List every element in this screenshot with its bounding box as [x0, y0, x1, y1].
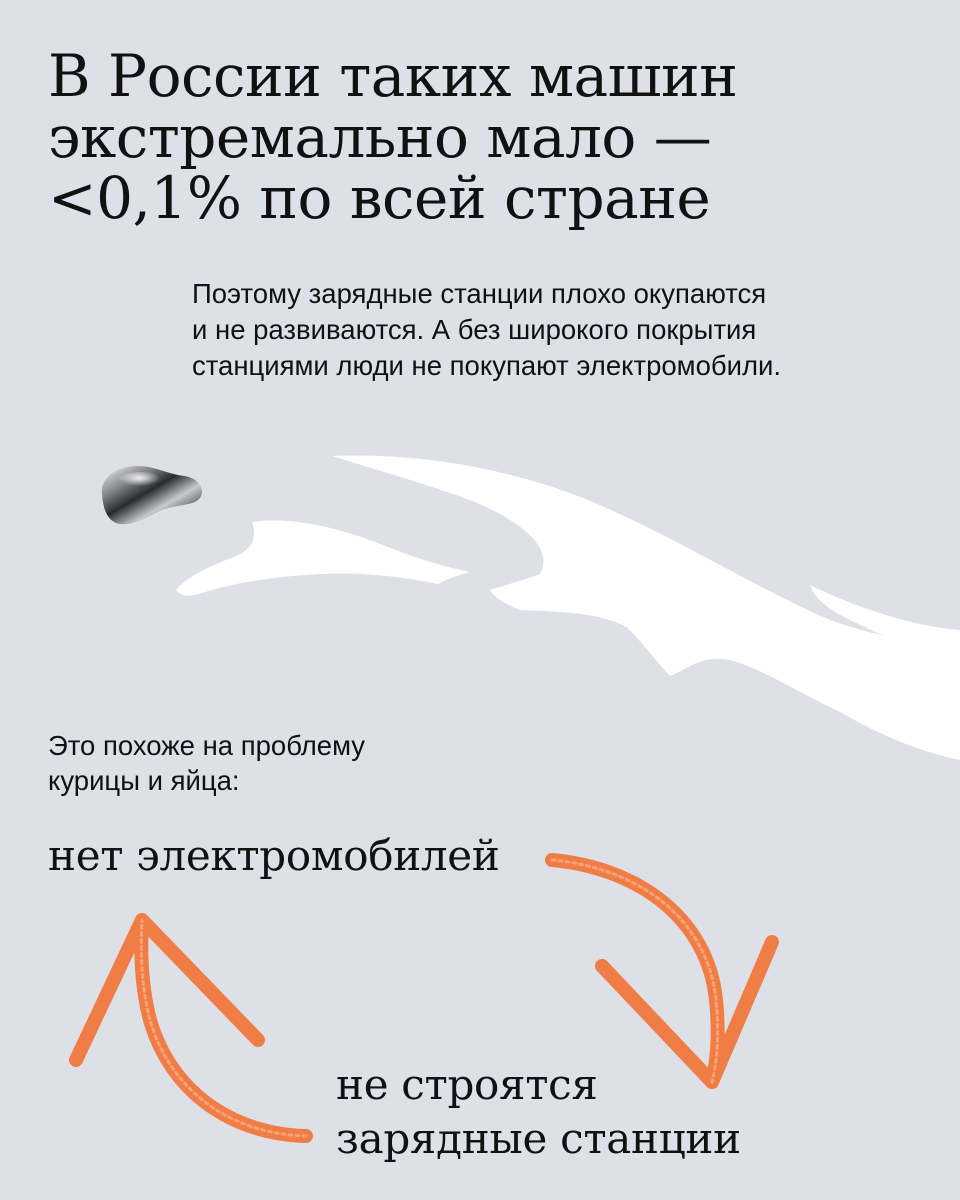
chrome-blob-highlight	[116, 472, 168, 492]
flame-lower-tongue	[176, 520, 470, 595]
intro-text	[48, 728, 548, 798]
lead-line-1: Поэтому зарядные станции плохо окупаются	[192, 278, 767, 309]
lead-line-3: станциями люди не покупают электромобили.	[192, 350, 782, 381]
cycle-bottom-line-2: зарядные станции	[336, 1114, 741, 1163]
intro-line-1: Это похоже на проблему	[48, 730, 366, 761]
cycle-bottom-line-1: не строятся	[336, 1060, 598, 1109]
intro-line-2: курицы и яйца:	[48, 765, 240, 796]
cycle-label-no-evs: нет электромобилей	[48, 831, 500, 880]
flame-upper-tongue	[332, 455, 960, 760]
headline-line-3: <0,1% по всей стране	[48, 164, 711, 232]
cycle-label-no-stations	[336, 1058, 741, 1166]
headline-line-1: В России таких машин	[48, 42, 738, 110]
headline-line-2: экстремально мало —	[48, 103, 712, 171]
chrome-blob-decoration	[94, 460, 206, 532]
lead-line-2: и не развиваются. А без широкого покрытия	[192, 314, 757, 345]
